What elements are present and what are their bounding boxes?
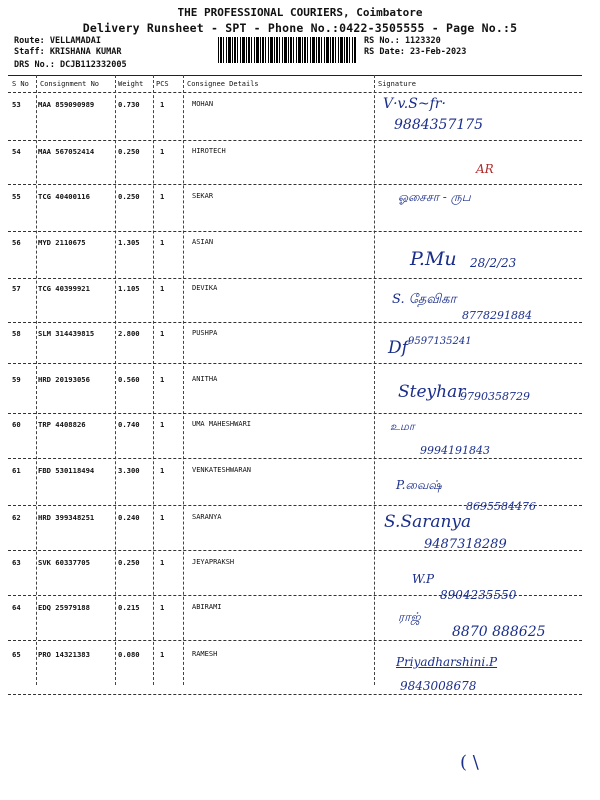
barcode	[218, 37, 356, 63]
signature: S.Saranya	[384, 512, 472, 532]
cell-consignee: DEVIKA	[192, 284, 218, 292]
cell-pcs: 1	[160, 238, 165, 247]
cell-weight: 0.240	[118, 513, 140, 522]
signature: உமா	[390, 420, 415, 433]
signature-phone: 8778291884	[462, 309, 532, 322]
col-divider	[153, 75, 154, 685]
cell-pcs: 1	[160, 420, 165, 429]
signature-phone: 8695584476	[466, 500, 536, 513]
cell-weight: 1.305	[118, 238, 140, 247]
cell-pcs: 1	[160, 603, 165, 612]
cell-consignee: JEYAPRAKSH	[192, 558, 235, 566]
signature-phone: 9994191843	[420, 444, 490, 457]
cell-sno: 64	[12, 603, 21, 612]
col-divider	[183, 75, 184, 685]
col-header-sno: S No	[12, 80, 29, 88]
cell-weight: 0.560	[118, 375, 140, 384]
cell-consignee: HIROTECH	[192, 147, 226, 155]
cell-sno: 61	[12, 466, 21, 475]
row-divider	[8, 363, 582, 364]
cell-pcs: 1	[160, 192, 165, 201]
cell-consignment: HRD 20193056	[38, 375, 90, 384]
cell-consignee: SARANYA	[192, 513, 222, 521]
cell-weight: 0.250	[118, 147, 140, 156]
row-divider	[8, 458, 582, 459]
row-divider	[8, 231, 582, 232]
signature: W.P	[412, 572, 435, 586]
signature-phone: 9843008678	[400, 679, 477, 693]
col-header-consignee: Consignee Details	[187, 80, 259, 88]
cell-sno: 59	[12, 375, 21, 384]
signature-initials: AR	[476, 162, 494, 176]
staff-label: Staff: KRISHANA KUMAR	[14, 47, 122, 57]
row-divider	[8, 550, 582, 551]
cell-consignment: PRO 14321383	[38, 650, 90, 659]
cell-weight: 0.740	[118, 420, 140, 429]
col-header-pcs: PCS	[156, 80, 169, 88]
cell-weight: 1.105	[118, 284, 140, 293]
rs-date: RS Date: 23-Feb-2023	[364, 47, 467, 57]
row-divider	[8, 595, 582, 596]
cell-consignment: MAA 567052414	[38, 147, 95, 156]
cell-pcs: 1	[160, 466, 165, 475]
cell-pcs: 1	[160, 650, 165, 659]
runsheet-subtitle: Delivery Runsheet - SPT - Phone No.:0422-3505555 - Page No.:5	[82, 21, 518, 35]
table-bottom-border	[8, 694, 582, 695]
cell-consignment: TRP 4408826	[38, 420, 86, 429]
cell-sno: 57	[12, 284, 21, 293]
cell-pcs: 1	[160, 329, 165, 338]
cell-weight: 0.250	[118, 558, 140, 567]
cell-weight: 3.300	[118, 466, 140, 475]
cell-weight: 0.080	[118, 650, 140, 659]
signature: P.வைஷ்	[396, 478, 442, 492]
cell-pcs: 1	[160, 284, 165, 293]
signature: P.Mu	[410, 248, 457, 270]
cell-consignment: EDQ 25979188	[38, 603, 90, 612]
cell-weight: 0.730	[118, 100, 140, 109]
cell-consignee: ANITHA	[192, 375, 218, 383]
signature: Steyhar	[398, 382, 466, 402]
row-divider	[8, 140, 582, 141]
rs-number: RS No.: 1123320	[364, 36, 441, 46]
cell-pcs: 1	[160, 147, 165, 156]
signature: Priyadharshini.P	[396, 655, 498, 669]
cell-consignment: SLM 314439815	[38, 329, 95, 338]
signature-date: 28/2/23	[470, 256, 517, 270]
signature: V·v.S~fr·	[383, 96, 446, 112]
cell-consignee: RAMESH	[192, 650, 218, 658]
signature: ஓசைசா - ருப	[398, 190, 471, 204]
route-label: Route: VELLAMADAI	[14, 36, 101, 46]
cell-consignment: TCG 40399921	[38, 284, 90, 293]
col-divider	[36, 75, 37, 685]
cell-weight: 0.215	[118, 603, 140, 612]
signature: ராஜ்	[398, 610, 421, 624]
row-divider	[8, 413, 582, 414]
cell-consignee: SEKAR	[192, 192, 214, 200]
signature-phone: 8870 888625	[452, 624, 546, 640]
cell-sno: 62	[12, 513, 21, 522]
cell-weight: 2.800	[118, 329, 140, 338]
row-divider	[8, 184, 582, 185]
row-divider	[8, 278, 582, 279]
cell-pcs: 1	[160, 100, 165, 109]
cell-sno: 53	[12, 100, 21, 109]
cell-consignment: SVK 60337705	[38, 558, 90, 567]
cell-pcs: 1	[160, 513, 165, 522]
signature-phone: 9790358729	[460, 390, 530, 403]
col-header-signature: Signature	[378, 80, 416, 88]
cell-sno: 54	[12, 147, 21, 156]
row-divider	[8, 322, 582, 323]
company-title: THE PROFESSIONAL COURIERS, Coimbatore	[177, 6, 423, 19]
signature-phone: 8904235550	[440, 588, 517, 602]
corner-mark: ( \	[460, 752, 479, 773]
cell-sno: 55	[12, 192, 21, 201]
cell-pcs: 1	[160, 558, 165, 567]
signature: S. தேவிகா	[392, 292, 457, 307]
cell-consignee: MOHAN	[192, 100, 214, 108]
cell-consignee: VENKATESHWARAN	[192, 466, 252, 474]
col-header-weight: Weight	[118, 80, 144, 88]
cell-consignee: PUSHPA	[192, 329, 218, 337]
signature-phone: 9487318289	[424, 537, 507, 552]
cell-consignment: HRD 399348251	[38, 513, 95, 522]
cell-sno: 63	[12, 558, 21, 567]
row-divider	[8, 505, 582, 506]
cell-consignee: ASIAN	[192, 238, 214, 246]
col-divider	[115, 75, 116, 685]
cell-consignee: UMA MAHESHWARI	[192, 420, 252, 428]
signature-phone: 9884357175	[394, 117, 484, 133]
cell-sno: 58	[12, 329, 21, 338]
col-divider	[374, 75, 375, 685]
cell-sno: 56	[12, 238, 21, 247]
cell-sno: 60	[12, 420, 21, 429]
cell-consignee: ABIRAMI	[192, 603, 222, 611]
cell-sno: 65	[12, 650, 21, 659]
cell-consignment: MAA 859090989	[38, 100, 95, 109]
signature: Df	[388, 338, 408, 358]
row-divider	[8, 640, 582, 641]
col-header-consignment: Consignment No	[40, 80, 100, 88]
table-top-border	[8, 75, 582, 76]
cell-consignment: MYD 2110675	[38, 238, 86, 247]
cell-weight: 0.250	[118, 192, 140, 201]
signature-phone: 9597135241	[408, 336, 472, 347]
cell-pcs: 1	[160, 375, 165, 384]
cell-consignment: TCG 40400116	[38, 192, 90, 201]
cell-consignment: FBD 530118494	[38, 466, 95, 475]
header-divider	[8, 92, 582, 93]
drs-label: DRS No.: DCJB112332005	[14, 60, 127, 70]
